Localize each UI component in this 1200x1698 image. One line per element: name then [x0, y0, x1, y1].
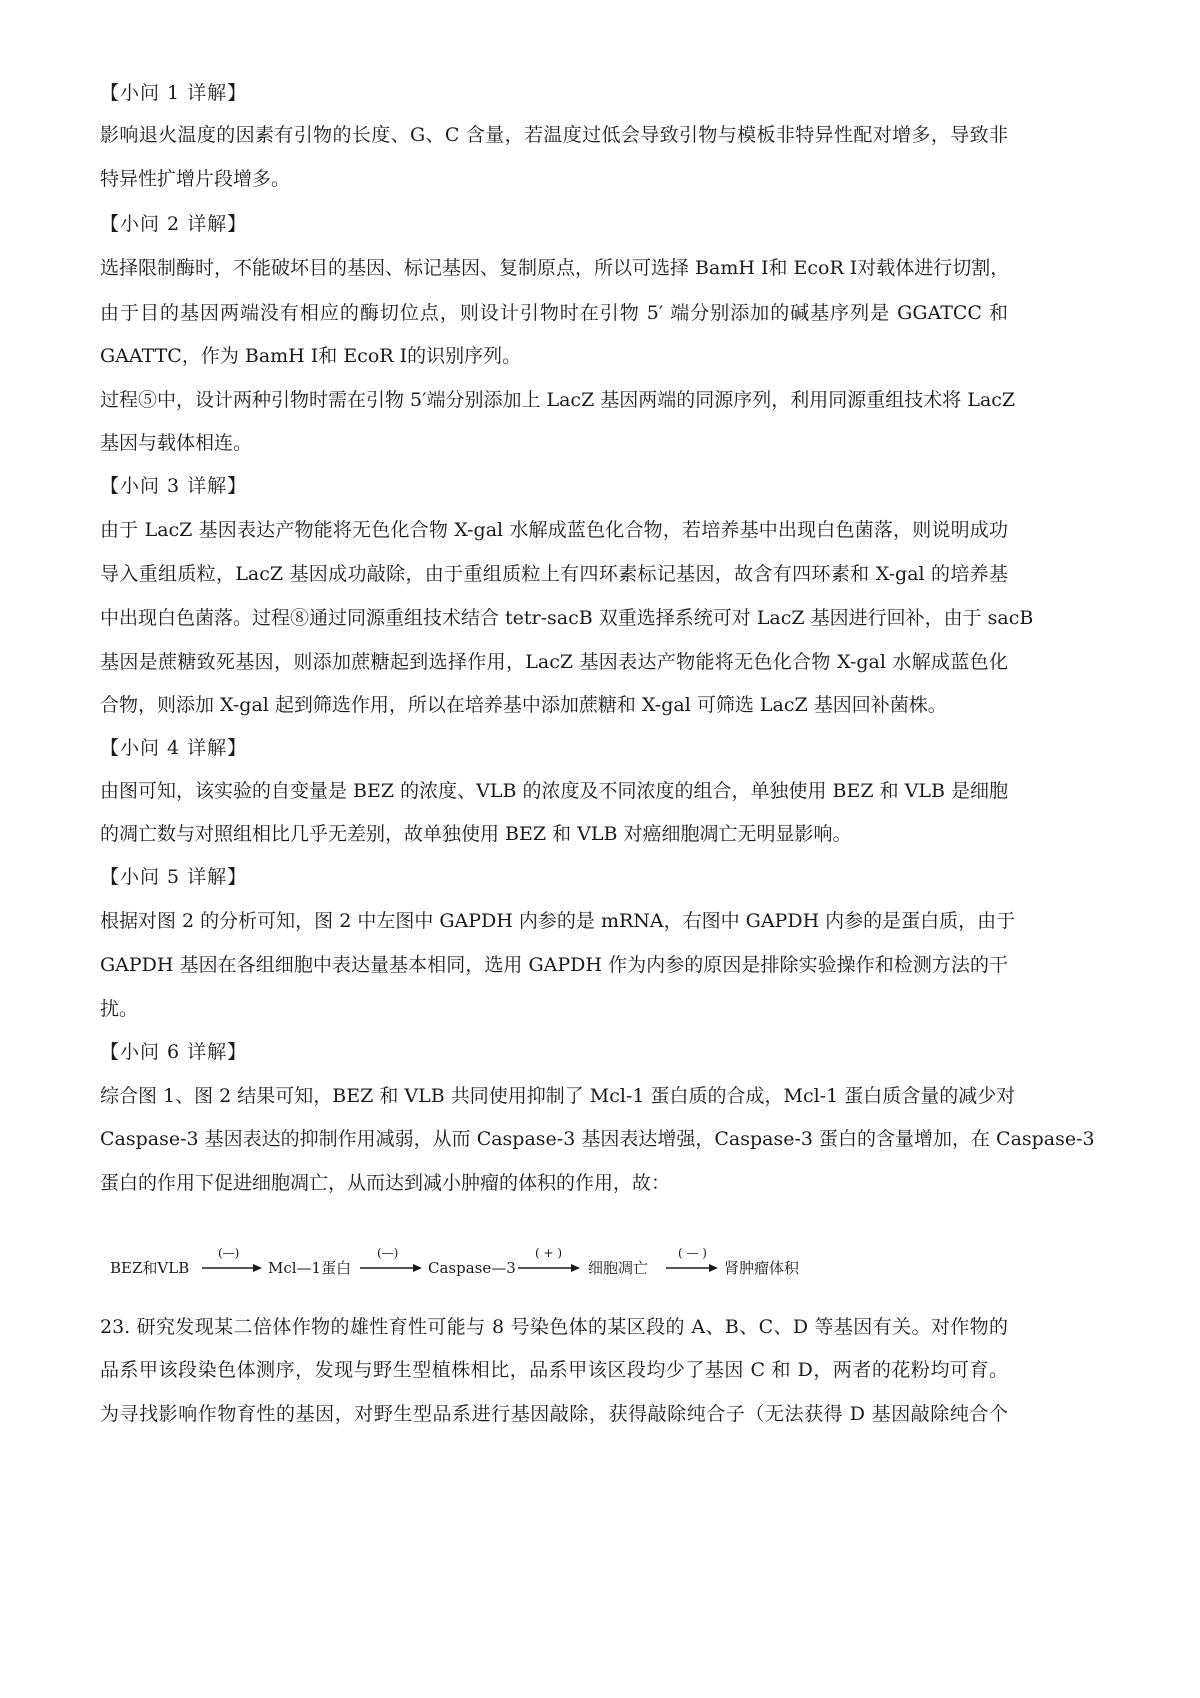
pathway-diagram — [110, 1244, 830, 1280]
node-tumor-volume: 肾肿瘤体积 — [724, 1259, 800, 1277]
regulation-sign: (—) — [218, 1246, 240, 1260]
section-heading: 【小问 2 详解】 — [100, 213, 248, 235]
text-line: 过程⑤中，设计两种引物时需在引物 5′端分别添加上 LacZ 基因两端的同源序列，利用同源重组技术将 LacZ — [100, 389, 1016, 411]
text-line: 特异性扩增片段增多。 — [100, 168, 291, 190]
section-heading: 【小问 5 详解】 — [100, 866, 248, 888]
arrow-head-icon — [253, 1264, 262, 1272]
arrow-head-icon — [709, 1264, 718, 1272]
node-bez-vlb: BEZ和VLB — [110, 1259, 190, 1277]
section-heading: 【小问 1 详解】 — [100, 82, 248, 104]
text-line: 品系甲该段染色体测序，发现与野生型植株相比，品系甲该区段均少了基因 C 和 D，两者的花粉均可育。 — [100, 1359, 1008, 1381]
text-line: 的凋亡数与对照组相比几乎无差别，故单独使用 BEZ 和 VLB 对癌细胞凋亡无明显影响。 — [100, 823, 852, 845]
text-line: 根据对图 2 的分析可知，图 2 中左图中 GAPDH 内参的是 mRNA，右图中 GAPDH 内参的是蛋白质，由于 — [100, 910, 1016, 932]
section-heading: 【小问 3 详解】 — [100, 475, 248, 497]
node-caspase3: Caspase—3 — [428, 1259, 516, 1277]
text-line: GAATTC，作为 BamH Ⅰ和 EcoR Ⅰ的识别序列。 — [100, 345, 522, 367]
regulation-sign: ( — ) — [678, 1246, 707, 1260]
section-heading: 【小问 6 详解】 — [100, 1041, 248, 1063]
arrow-head-icon — [413, 1264, 422, 1272]
text-line: 导入重组质粒，LacZ 基因成功敲除，由于重组质粒上有四环素标记基因，故含有四环素和 X-gal 的培养基 — [100, 563, 1008, 585]
text-line: 蛋白的作用下促进细胞凋亡，从而达到减小肿瘤的体积的作用，故： — [100, 1172, 671, 1194]
text-line: 选择限制酶时，不能破坏目的基因、标记基因、复制原点，所以可选择 BamH Ⅰ和 EcoR Ⅰ对载体进行切割， — [100, 257, 1010, 279]
text-line: 扰。 — [100, 998, 139, 1020]
text-line: 由图可知，该实验的自变量是 BEZ 的浓度、VLB 的浓度及不同浓度的组合，单独使用 BEZ 和 VLB 是细胞 — [100, 780, 1008, 802]
text-line: 影响退火温度的因素有引物的长度、G、C 含量，若温度过低会导致引物与模板非特异性配对增多，导致非 — [100, 124, 1008, 146]
section-heading: 【小问 4 详解】 — [100, 737, 248, 759]
text-line: 基因与载体相连。 — [100, 432, 253, 454]
question-stem: 23. 研究发现某二倍体作物的雄性育性可能与 8 号染色体的某区段的 A、B、C、D 等基因有关。对作物的 — [100, 1316, 1008, 1338]
text-line: 由于目的基因两端没有相应的酶切位点，则设计引物时在引物 5′ 端分别添加的碱基序列是 GGATCC 和 — [100, 302, 1008, 324]
text-line: GAPDH 基因在各组细胞中表达量基本相同，选用 GAPDH 作为内参的原因是排除实验操作和检测方法的干 — [100, 954, 1008, 976]
text-line: 为寻找影响作物育性的基因，对野生型品系进行基因敲除，获得敲除纯合子（无法获得 D 基因敲除纯合个 — [100, 1403, 1008, 1425]
text-line: 综合图 1、图 2 结果可知，BEZ 和 VLB 共同使用抑制了 Mcl-1 蛋白质的合成，Mcl-1 蛋白质含量的减少对 — [100, 1085, 1016, 1107]
node-mcl1-protein: Mcl—1蛋白 — [268, 1259, 352, 1277]
text-line: 基因是蔗糖致死基因，则添加蔗糖起到选择作用，LacZ 基因表达产物能将无色化合物 X-gal 水解成蓝色化 — [100, 651, 1008, 673]
regulation-sign: (—) — [377, 1246, 399, 1260]
node-apoptosis: 细胞凋亡 — [588, 1259, 649, 1277]
text-line: 中出现白色菌落。过程⑧通过同源重组技术结合 tetr-sacB 双重选择系统可对 LacZ 基因进行回补，由于 sacB — [100, 607, 1034, 629]
text-line: 合物，则添加 X-gal 起到筛选作用，所以在培养基中添加蔗糖和 X-gal 可筛选 LacZ 基因回补菌株。 — [100, 694, 947, 716]
text-line: 由于 LacZ 基因表达产物能将无色化合物 X-gal 水解成蓝色化合物，若培养基中出现白色菌落，则说明成功 — [100, 519, 1008, 541]
regulation-sign: ( + ) — [535, 1246, 563, 1260]
arrow-head-icon — [571, 1264, 580, 1272]
text-line: Caspase-3 基因表达的抑制作用减弱，从而 Caspase-3 基因表达增强，Caspase-3 蛋白的含量增加，在 Caspase-3 — [100, 1128, 1095, 1150]
